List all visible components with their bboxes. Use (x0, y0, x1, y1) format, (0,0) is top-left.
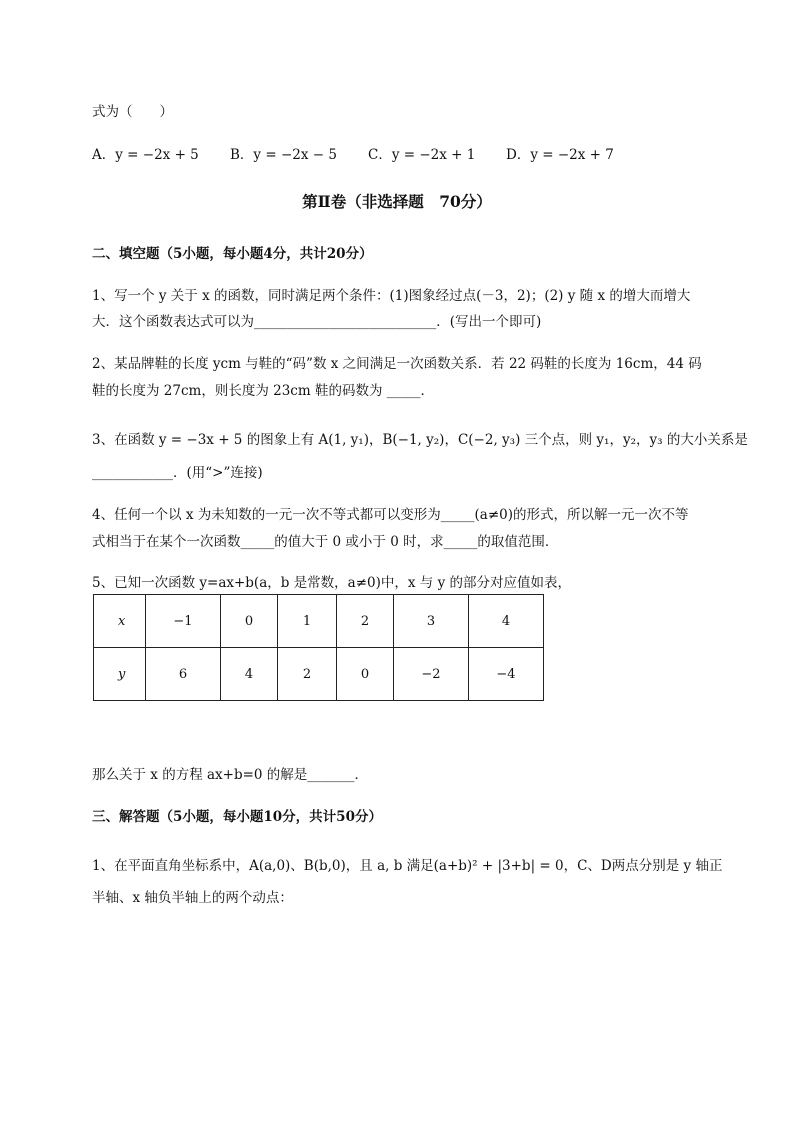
table-cell: 6 (146, 648, 221, 701)
fill-q3-line1: 3、在函数 y = −3x + 5 的图象上有 A(1, y₁)，B(−1, y₂)，C(−2, y₃) 三个点，则 y₁，y₂，y₃ 的大小关系是 (92, 432, 748, 448)
solve-q1-line1: 1、在平面直角坐标系中，A(a,0)、B(b,0)，且 a, b 满足(a+b)² + |3+b| = 0，C、D两点分别是 y 轴正 (92, 858, 723, 874)
part2-title: 第Ⅱ卷（非选择题 70分） (302, 192, 492, 211)
table-cell: −1 (146, 595, 221, 648)
fill-q2-line1: 2、某品牌鞋的长度 ycm 与鞋的“码”数 x 之间满足一次函数关系．若 22 码鞋的长度为 16cm，44 码 (92, 356, 702, 372)
solve-q1-line2: 半轴、x 轴负半轴上的两个动点： (92, 890, 293, 906)
table-cell: 2 (337, 595, 394, 648)
table-cell: 2 (278, 648, 337, 701)
table-cell: 3 (394, 595, 469, 648)
table-row-x (94, 595, 544, 648)
fill-q4-line1: 4、任何一个以 x 为未知数的一元一次不等式都可以变形为_____(a≠0)的形式，所以解一元一次不等 (92, 507, 689, 523)
section3-heading: 三、解答题（5小题，每小题10分，共计50分） (92, 809, 382, 825)
table-cell: 0 (221, 595, 278, 648)
table-cell: 4 (221, 648, 278, 701)
option-c: C．y = −2x + 1 (368, 147, 476, 163)
option-a: A．y = −2x + 5 (92, 147, 199, 163)
table-cell: 4 (469, 595, 544, 648)
fill-q3-line2: ____________．(用“>”连接) (92, 465, 263, 481)
table-cell: 0 (337, 648, 394, 701)
table-cell: 1 (278, 595, 337, 648)
table-header-y: y (94, 648, 146, 701)
table-cell: −2 (394, 648, 469, 701)
table-cell: −4 (469, 648, 544, 701)
option-d: D．y = −2x + 7 (506, 147, 614, 163)
fill-q1-line2: 大．这个函数表达式可以为___________________________．(写出一个即可) (92, 314, 542, 330)
fill-q5-after: 那么关于 x 的方程 ax+b=0 的解是_______． (92, 767, 369, 783)
value-table (93, 594, 544, 701)
option-b: B．y = −2x − 5 (230, 147, 337, 163)
answer-options (92, 143, 614, 163)
section2-heading: 二、填空题（5小题，每小题4分，共计20分） (92, 246, 373, 262)
question-stem-tail: 式为（ ） (92, 104, 173, 120)
fill-q2-line2: 鞋的长度为 27cm，则长度为 23cm 鞋的码数为 _____． (92, 383, 434, 399)
table-header-x: x (94, 595, 146, 648)
fill-q5-line1: 5、已知一次函数 y=ax+b(a，b 是常数，a≠0)中，x 与 y 的部分对应值如表， (92, 575, 572, 591)
table-row-y (94, 648, 544, 701)
fill-q4-line2: 式相当于在某个一次函数_____的值大于 0 或小于 0 时，求_____的取值范围． (92, 534, 559, 550)
fill-q1-line1: 1、写一个 y 关于 x 的函数，同时满足两个条件：(1)图象经过点(－3，2)；(2) y 随 x 的增大而增大 (92, 288, 691, 304)
